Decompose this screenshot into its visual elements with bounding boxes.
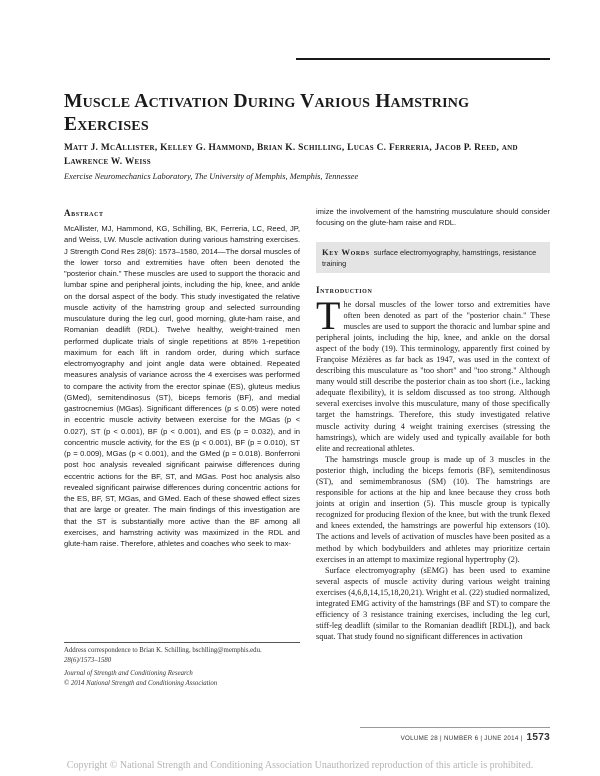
- journal-copyright: © 2014 National Strength and Conditioning Association: [64, 679, 218, 687]
- correspondence-note: Address correspondence to Brian K. Schilling, bschlling@memphis.edu.: [64, 647, 262, 654]
- right-column: [316, 206, 550, 642]
- copyright-watermark: Copyright © National Strength and Conditioning Association Unauthorized reproduction of this article is prohibited.: [66, 760, 534, 771]
- abstract-heading: Abstract: [64, 208, 104, 218]
- abstract-text: McAllister, MJ, Hammond, KG, Schilling, BK, Ferreria, LC, Reed, JP, and Weiss, LW. Muscle activation during various hamstring exercises. J Strength Cond Res 28(6): 1573–1580, 2014—The dorsal muscles of the lower torso and extremities have often been denoted the "posterior chain." These muscles are used to support the thoracic and lumbar spine and peripheral joints, including the hip, knee, and ankle on the dorsal aspect of the body. This study investigated the relative muscle activity of the hamstring group and selected surrounding musculature during the leg curl, good morning, glute-ham raise, and Romanian deadlift (RDL). Twelve healthy, weight-trained men performed duplicate trials of single repetitions at 85% 1-repetition maximum for each lift in random order, during which surface electromyography and joint angle data were obtained. Repeated measures analysis of variance across the 4 exercises was performed to compare the activity from the erector spinae (ES), gluteus medius (GMed), semitendinosus (ST), biceps femoris (BF), and medial gastrocnemius (MGas). Significant differences (p ≤ 0.05) were noted in eccentric muscle activity between exercise for the MGas (p < 0.027), ST (p < 0.001), BF (p < 0.001), and ES (p = 0.032), and in concentric muscle activity, for the ES (p < 0.001), BF (p = 0.010), ST (p = 0.009), MGas (p < 0.001), and the GMed (p = 0.018). Bonferroni post hoc analysis revealed significant pairwise differences during eccentric actions for the BF, ST, and MGas. Post hoc analysis also revealed significant pairwise differences during concentric actions for the ES, BF, ST, MGas, and GMed. Each of these showed effect sizes that are large or greater. The main findings of this investigation are that the ST is substantially more active than the BF among all exercises, and hamstring activity was maximized in the RDL and glute-ham raise. Therefore, athletes and coaches who seek to max-: [64, 224, 300, 548]
- page-number: 1573: [526, 732, 550, 743]
- top-rule: [296, 58, 550, 60]
- introduction-body: [316, 292, 550, 643]
- citation-info: 28(6)/1573–1580: [64, 656, 112, 664]
- abstract-continuation: imize the involvement of the hamstring musculature should consider focusing on the glute-ham raise and RDL.: [316, 207, 550, 228]
- introduction-heading: Introduction: [316, 284, 373, 295]
- intro-paragraph-1-text: he dorsal muscles of the lower torso and extremities have often been denoted as part of the "posterior chain." These muscles are used to support the thoracic and lumbar spine and peripheral joints, including the hip, knee, and ankle on the dorsal aspect of the body (19). This terminology, apparently first coined by Françoise Mézières as far back as 1947, was used in the context of describing this musculature as "too short" and "too strong." Although many would still describe the posterior chain as too short (i.e., lacking adequate flexibility), it is seldom discussed as too strong. Although several exercises involve this musculature, many of those specifically target the hamstrings. Therefore, this study investigated relative muscle activity during 4 weight training exercises (stressing the hamstrings), which are widely used and typically available for both elite and recreational athletes.: [316, 299, 550, 453]
- left-column: [64, 208, 300, 549]
- keywords-heading: Key Words: [322, 246, 370, 257]
- drop-cap: T: [316, 292, 341, 338]
- footnote-rule: [64, 642, 300, 643]
- journal-name: Journal of Strength and Conditioning Research: [64, 670, 193, 678]
- intro-paragraph-2: The hamstrings muscle group is made up of 3 muscles in the posterior thigh, including the biceps femoris (BF), semitendinosus (ST), and semimembranosus (SM) (10). The hamstrings are responsible for actions at the hip and knee because they cross both joints at origin and insertion (5). This muscle group is typically recognized for producing flexion of the knee, but with the trunk flexed and knees extended, the hamstrings are powerful hip extensors (10). The actions and levels of activation of muscles have been posited as a method by which bodybuilders and athletes may prioritize certain exercises in an attempt to maximize regional hypertrophy (2).: [316, 454, 550, 564]
- affiliation: Exercise Neuromechanics Laboratory, The University of Memphis, Memphis, Tennessee: [64, 172, 359, 181]
- footer-rule: [360, 727, 550, 728]
- intro-paragraph-3: Surface electromyography (sEMG) has been used to examine several aspects of muscle activity during various weight training exercises (4,6,8,14,15,18,20,21). Wright et al. (22) studied normalized, integrated EMG activity of the hamstrings (BF and ST) to compare the efficiency of 3 resistance training exercises, including the leg curl, stiff-leg deadlift (similar to the Romanian deadlift [RDL]), and back squat. That study found no significant differences in activation: [316, 565, 550, 642]
- keywords-text: surface electromyography, hamstrings, resistance training: [322, 247, 537, 268]
- intro-paragraph-1: [316, 292, 550, 454]
- author-list: Matt J. McAllister, Kelley G. Hammond, Brian K. Schilling, Lucas C. Ferreria, Jacob P. Reed, and Lawrence W. Weiss: [64, 143, 518, 167]
- issue-info: VOLUME 28 | NUMBER 6 | JUNE 2014 |: [400, 735, 523, 742]
- page-footer: [316, 732, 550, 743]
- footnote: [64, 646, 300, 688]
- keywords-box: [316, 242, 550, 273]
- article-title: Muscle Activation During Various Hamstring Exercises: [64, 91, 470, 135]
